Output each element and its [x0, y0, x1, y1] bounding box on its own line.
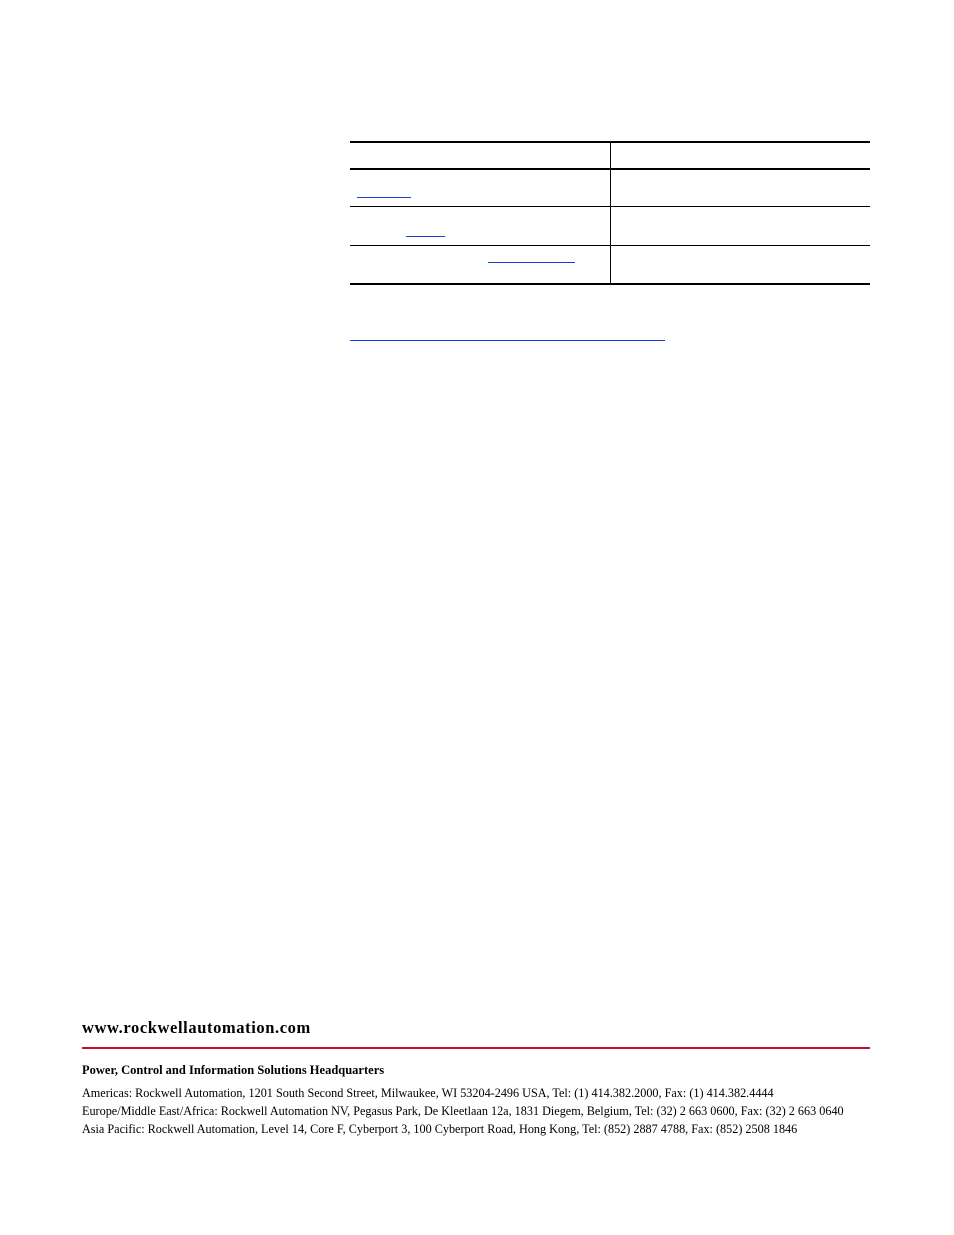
footer-office-emea: Europe/Middle East/Africa: Rockwell Automation NV, Pegasus Park, De Kleetlaan 12a, 1831 Diegem, Belgium, Tel: (32) 2 663 0600, Fax: (32) 2 663 0640: [82, 1104, 844, 1118]
feedback-link[interactable]: [350, 340, 665, 341]
footer-divider: [82, 1047, 870, 1049]
table-header-rule: [350, 168, 870, 170]
support-table: [350, 141, 870, 285]
footer-heading: Power, Control and Information Solutions Headquarters: [82, 1063, 385, 1077]
table-row-rule: [350, 245, 870, 246]
table-column-divider: [610, 143, 611, 283]
table-row-link[interactable]: [357, 197, 411, 198]
footer-office-list: [82, 1084, 870, 1138]
footer-office-americas: Americas: Rockwell Automation, 1201 South Second Street, Milwaukee, WI 53204-2496 USA, Tel: (1) 414.382.2000, Fax: (1) 414.382.4444: [82, 1086, 774, 1100]
page-footer: [82, 1017, 870, 1138]
footer-website[interactable]: www.rockwellautomation.com: [82, 1018, 311, 1037]
table-row-link[interactable]: [406, 236, 445, 237]
table-row-link[interactable]: [488, 262, 575, 263]
table-row-rule: [350, 206, 870, 207]
footer-office-asia-pacific: Asia Pacific: Rockwell Automation, Level 14, Core F, Cyberport 3, 100 Cyberport Road, Hong Kong, Tel: (852) 2887 4788, Fax: (852) 2508 1846: [82, 1122, 798, 1136]
